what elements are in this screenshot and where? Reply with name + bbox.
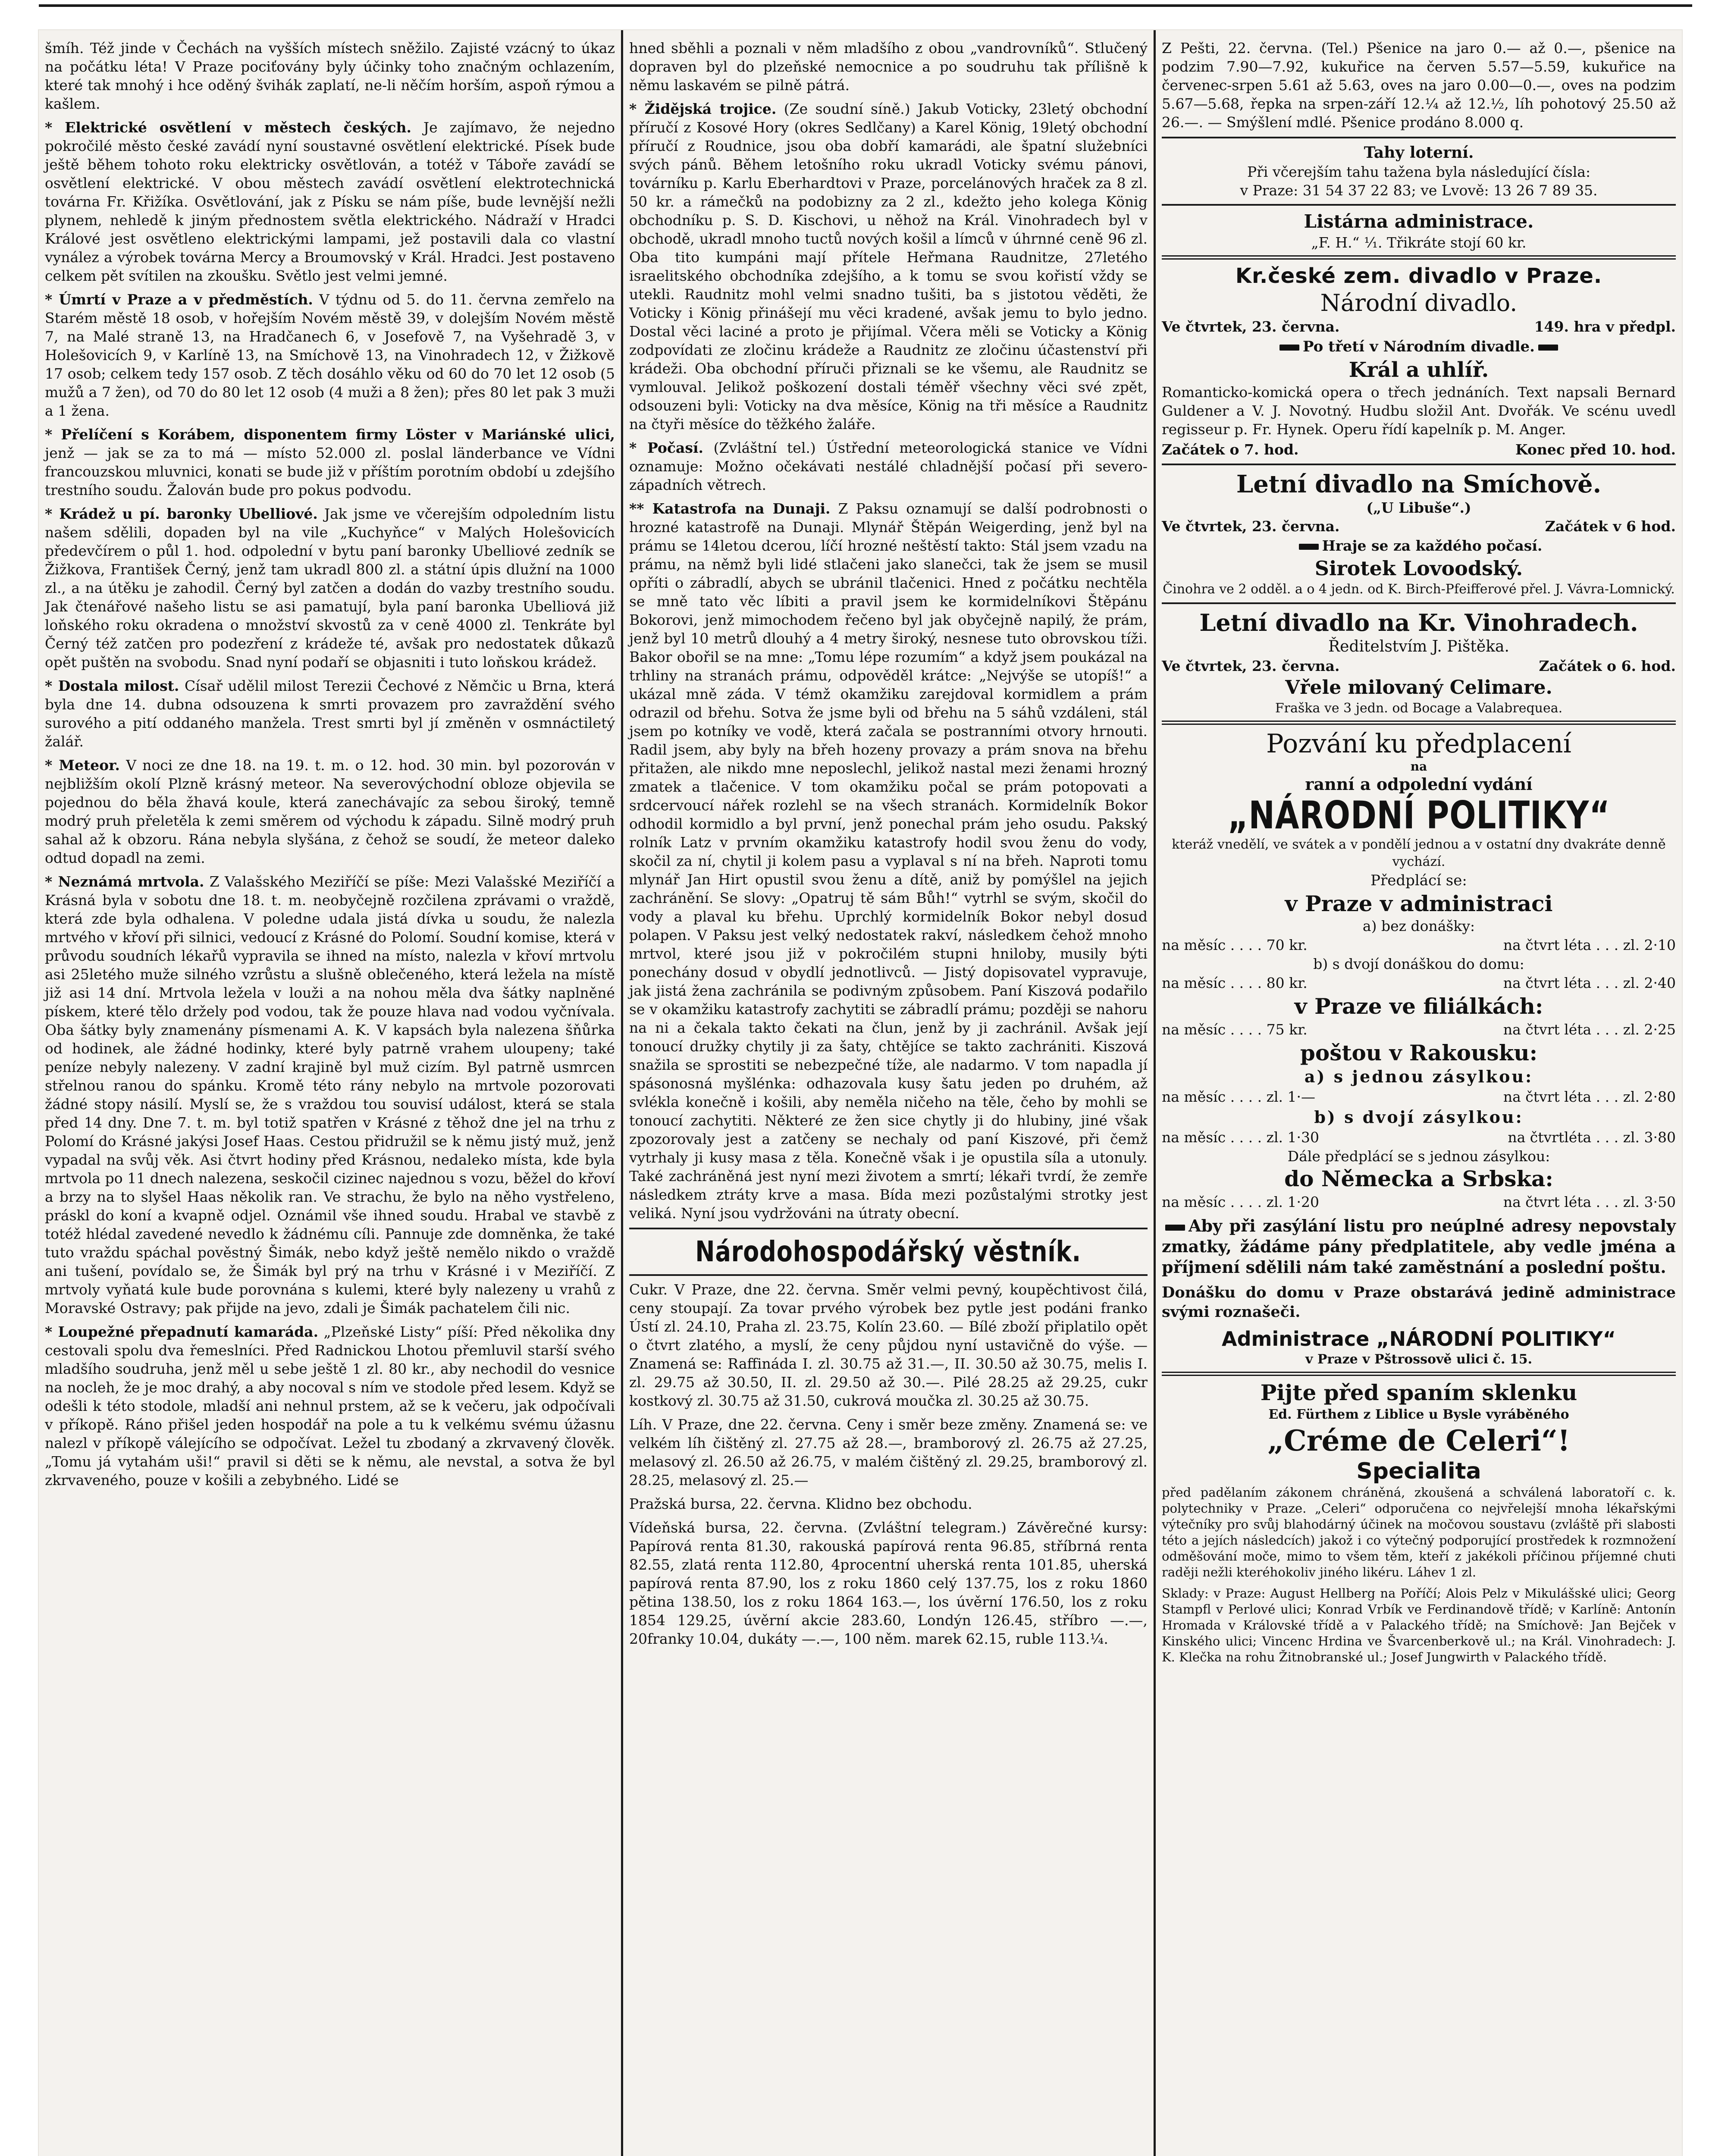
lottery-intro: Při včerejším tahu tažena byla následující čísla: bbox=[1247, 163, 1591, 180]
warning-text: Aby při zasýlání listu pro neúplné adresy nepovstaly zmatky, žádáme pány předplatitele, aby vedle jména a příjmení sdělili nám také zaměstnání a poslední poštu. bbox=[1162, 1216, 1676, 1277]
vino-start: Začátek o 6. hod. bbox=[1539, 658, 1676, 674]
price-month: na měsíc . . . . 80 kr. bbox=[1162, 975, 1308, 991]
price-month: na měsíc . . . . 75 kr. bbox=[1162, 1021, 1308, 1038]
article-corpse bbox=[45, 872, 615, 1317]
abroad: do Německa a Srbska: bbox=[1284, 1166, 1553, 1191]
price-month: na měsíc . . . . zl. 1·— bbox=[1162, 1088, 1316, 1105]
post-austria: poštou v Rakousku: bbox=[1300, 1040, 1538, 1065]
nd-perf: 149. hra v předpl. bbox=[1534, 318, 1676, 335]
article-deaths bbox=[45, 290, 615, 420]
headline: * Meteor. bbox=[45, 757, 120, 774]
subscribe-na: na bbox=[1410, 759, 1427, 774]
article-body: Jak jsme ve včerejším odpoledním listu našem sdělili, dopaden byl na vile „Kuchyňce“ v Malých Holešovicích předevčírem o půl 1. hod. odpolední v bytu paní baronky Ubelliové zedník se Žižkova, František Černý, jenž tam ukradl 800 zl. a státní úpis dlužní na 1000 zl., a na útěku je zahodil. Černý byl zatčen a dodán do vazby trestního soudu. Jak čtenářové našeho listu se asi pamatují, byla paní baronka Ubelliová již loňského roku okradena o množství skvostů za v ceně 4000 zl. Tenkráte byl Černý též zatčen pro podezření z krádeže té, avšak pro nedostatek důkazů opět puštěn na svobodu. Snad nyní podaří se objasniti i tuto loňskou krádež. bbox=[45, 505, 615, 671]
article-body: Je zajímavo, že nejedno pokročilé město české zavádí nyní soustavné osvětlení elektrické. Písek bude ještě během tohoto roku elektricky osvětlován, a totéž v Táboře zavádí se osvětlení elektrické. V obou městech zavádí osvětlení elektrotechnická továrna Fr. Křižíka. Osvětlování, jak z Písku se nám píše, bude levnější nežli plynem, nehledě k jiným přednostem světla elektrického. Nádraží v Hradci Králové jest osvětleno elektrickými lampami, jež postavili dala co vlastní vynález a výrobek továrna Mercy a Broumovský v Král. Hradci. Jest postaveno celkem pět svítilen na zkoušku. Světlo jest velmi jemné. bbox=[45, 119, 615, 284]
pointing-hand-icon bbox=[1538, 345, 1558, 351]
smichov-weather-row bbox=[1162, 536, 1676, 556]
nd-times bbox=[1162, 440, 1676, 459]
economy-title bbox=[629, 1234, 1148, 1270]
lottery-title: Tahy loterní. bbox=[1364, 144, 1474, 162]
nd-first-row bbox=[1162, 336, 1676, 357]
smichov-weather: Hraje se za každého počasí. bbox=[1322, 537, 1543, 554]
ad-head: Pijte před spaním sklenku bbox=[1260, 1380, 1577, 1405]
smichov-play: Sirotek Lovoodský. bbox=[1314, 557, 1523, 580]
article-body: V týdnu od 5. do 11. června zemřelo na Starém městě 18 osob, v hořejším Novém městě 39, v dolejším Novém městě 7, na Malé straně 13, na Hradčanech 6, v Josefově 7, na Vyšehradě 3, v Holešovicích 9, v Karlíně 13, na Smíchově 13, na Vinohradech 12, v Žižkově 17 osob; celkem tedy 157 osob. Z těch dosáhlo věku od 60 do 70 let 12 osob (5 mužů a 7 žen), od 70 do 80 let 12 osob (4 muži a 8 žen); přes 80 let pak 3 muži a 1 žena. bbox=[45, 291, 615, 419]
econ-vienna-bourse: Vídeňská bursa, 22. června. (Zvláštní telegram.) Závěrečné kursy: Papírová renta 81.30, rakouská papírová renta 96.85, stříbrná renta 82.55, zlatá renta 112.80, 4procentní uherská renta 101.85, uherská papírová renta 87.90, los z roku 1860 celý 137.75, los z roku 1860 pětina 138.50, los z roku 1864 163.—, los úvěrní 176.50, los z roku 1854 129.25, úvěrní akcie 283.60, Londýn 126.45, stříbro —.—, 20franky 10.04, dukáty —.—, 100 něm. marek 62.15, ruble 113.¼. bbox=[629, 1519, 1148, 1647]
nd-desc: Romanticko-komická opera o třech jednáních. Text napsali Bernard Guldener a V. J. Novotný. Hudbu složil Ant. Dvořák. Ve scénu uvedl regisseur p. Fr. Hynek. Operu řídí kapelník p. M. Anger. bbox=[1162, 384, 1676, 438]
nd-date: Ve čtvrtek, 23. června. bbox=[1162, 318, 1340, 335]
pointing-hand-icon bbox=[1165, 1225, 1185, 1231]
post-b: b) s dvojí zásylkou: bbox=[1314, 1107, 1524, 1127]
ad-text: před padělaním zákonem chráněná, zkoušená a schválená laboratoří c. k. polytechniky v Praze. „Celeri“ odporučena co nejvřelejší mnoha lékařskými výtečníky pro svůj blahodárný účinek na močovou soustavu (zvláště při slabosti této a jejích následcích) jakož i co výtečný podporující prostředek k rozmnožení odměšování moče, mimo to všem těm, kteří z jakékoli příčinou příjemné chuti raději nežli kteréhokoliv jiného likéru. Láhev 1 zl. bbox=[1162, 1485, 1676, 1579]
smichov-sub: („U Libuše“.) bbox=[1366, 499, 1471, 516]
pointing-hand-icon bbox=[1279, 345, 1299, 351]
article-body: Z Paksu oznamují se další podrobnosti o hrozné katastrofě na Dunaji. Mlynář Štěpán Weigerding, jenž byl na prámu se 14letou dcerou, líčí hrozné neštěstí takto: Stál jsem vzadu na prámu, na němž byli lidé stlačeni jako slanečci, tak že jsem se musil opříti o zábradlí, abych se ubránil tlačenici. Hned z počátku nechtěla se mně tato věc líbiti a pravil jsem ke kormidelníkovi Štěpánu Bokorovi, jenž mimochodem řečeno byl jak obyčejně napilý, že prám, jenž byl 10 metrů dlouhý a 4 metry široký, nesnese tuto obrovskou tíži. Bakor obořil se na mne: „Tomu lépe rozumím“ a když jsem poukázal na trhliny na stranách prámu, odpověděl krátce: „Nejvýše se utopíš!“ a ukázal mně záda. V témž okamžiku zarejdoval kormidlem a prám odrazil od břehu. Sotva že jsme byli od břehu na 5 sáhů vzdáleni, stál jsem po kotníky ve vodě, která začala se postranními otvory hrnouti. Radil jsem, aby byly na břeh hozeny provazy a prám snova na břehu přitažen, ale nikdo mne neposlechl, jelikož nastal mezi ženami hrozný zmatek a tlačenice. V tom okamžiku počal se prám potopovati a srdcervoucí nářek rozlehl se na všech stranách. Kormidelník Bokor odhodil kormidlo a byl první, jenž ponechal prám jeho osudu. Pakský rolník Latz v prvním okamžiku katastrofy hodil svou ženu do vody, skočil za ní, chytil ji kolem pasu a vyplaval s ní na břeh. Naproti tomu mlynář Jan Hirt opustil svou ženu a dítě, aniž by pomýšlel na jejich zachránění. Se slovy: „Opatruj tě sám Bůh!“ vytrhl se svým, skočil do vody a plaval ku břehu. Uprchlý kormidelník Bokor nebyl dosud polapen. V Paksu jest velký nedostatek rakví, následkem čehož mnoho mrtvol, které jsou již v pokročilém stupni hniloby, musily býti ponechány dosud v obydlí jednotlivců. — Jistý dopisovatel vypravuje, jak jistá žena zachránila se podivným způsobem. Paní Kiszová podařilo se v okamžiku katastrofy zachytiti se zábradlí prámu; později se nahoru na ni a čekala takto čekati na člun, jenž by ji zachránil. Avšak její tonoucí družky chytily ji za šaty, chtějíce se takto zachrániti. Kiszová snažila se sprostiti se nebezpečné tíže, ale nadarmo. V tom napadla jí spásonosná myšlénka: odhazovala kusy šatu jeden po druhém, až svlékla konečně i košili, aby neměla ničeho na těle, čeho by mohli se tonoucí zachytiti. Některé ze žen sice chytly ji do hlubiny, jiné však zpozorovaly jest a zatčeny se nechaly od paní Kiszové, při čemž vytrhaly ji kusy masa z těla. Konečně však i je opustila síla a utonuly. Také zachráněná jest nyní mezi životem a smrtí; lékaři tvrdí, že zemře následkem ztráty krve a masa. Bída mezi pozůstalými strotky jest veliká. Nyní jsou vydržováni na útraty obecní. bbox=[629, 500, 1148, 1222]
section-rule bbox=[1162, 204, 1676, 206]
masthead-narodni-politiky bbox=[1162, 795, 1676, 836]
ad-sklady: Sklady: v Praze: August Hellberg na Poříčí; Alois Pelz v Mikulášské ulici; Georg Stampfl v Perlové ulici; Konrad Vrbík ve Ferdinandově třídě; v Karlíně: Antonín Hromada v Královské třídě a v Palackého třídě; na Smíchově: Jan Bejček v Kinského ulici; Vincenc Hrdina ve Švarcenberkově ul.; na Král. Vinohradech: J. K. Klečka na rohu Žitnobranské ul.; Josef Jungwirth v Palackého třídě. bbox=[1162, 1586, 1676, 1664]
a-pick: a) bez donášky: bbox=[1362, 918, 1475, 934]
article-body: „Plzeňské Listy“ píší: Před několika dny cestovali spolu dva řemeslníci. Před Radnickou Lhotou přemluvil starší svého mladšího soudruha, jenž měl u sebe ještě 1 zl. 80 kr., aby nechodil do vesnice na nocleh, že je moc drahý, a aby nocoval s ním ve stodole před lesem. Když se odešli k této stodole, mladší ani nehnul prstem, až se k večeru, jak odpočívali v příkopě. Ráno přišel jeden hospodář na pole a tu k velkému svému úžasnu nalezl v příkopě válejícího se odpočívat. Ležel tu zbodaný a zkrvavený člověk. „Tomu já vytahám uši!“ pravil si děti se k němu, ale nevstal, a sotva že byl zkrvaveného, pouze v košili a zebybného. Lidé se bbox=[45, 1323, 615, 1489]
smichov-date-row bbox=[1162, 517, 1676, 536]
price-row bbox=[1162, 1128, 1676, 1147]
headline-tag: (Ze soudní síně.) bbox=[784, 100, 910, 117]
article-body: Jakub Voticky, 23letý obchodní příručí z Kosové Hory (okres Sedlčany) a Karel König, 19letý obchodní příručí z Roudnice, jsou oba dobří kamarádi, ale špatní služebníci svých pánů. Během letošního roku ukradl Voticky svému pánovi, továrníku p. Karlu Eberhardtovi v Praze, porcelánových hraček za 8 zl. 50 kr. a rámečků na podobizny za 2 zl., kdežto jeho kolega König obchodníku p. S. D. Kischovi, u něhož na Král. Vinohradech byl v obchodě, ukradl mnoho tuctů nových košil a límců v úhrnné ceně 96 zl. Oba tito kumpáni mají přítele Heřmana Raudnitze, 27letého israelitského obchodníka zdejšího, a k tomu se svou kořistí vždy se utekli. Raudnitz mohl velmi snadno tušiti, ba s jistotou věděti, že Voticky i König přinášejí mu věci kradené, avšak jemu to bylo jedno. Dostal věci laciné a proto je přijímal. Včera měli se Voticky a König zodpovídati ze zločinu krádeže a Raudnitz ze zločinu účastenství při krádeži. Oba obchodní příruči přiznali se ke všemu, ale Raudnitz se vymlouval. Jelikož poškození dostali téměř všechny věci své zpět, odsouzeni byli: Voticky na dva měsíce, König na tři měsíce a Raudnitz na čtyři měsíce do těžkého žaláře. bbox=[629, 100, 1148, 432]
vino-dir: Ředitelstvím J. Pištěka. bbox=[1328, 638, 1509, 655]
headline: ** Katastrofa na Dunaji. bbox=[629, 500, 831, 517]
admin-signature: Administrace „NÁRODNÍ POLITIKY“ bbox=[1222, 1327, 1616, 1351]
nd-start: Začátek o 7. hod. bbox=[1162, 441, 1299, 458]
vino-play: Vřele milovaný Celimare. bbox=[1285, 677, 1552, 699]
vino-date-row bbox=[1162, 657, 1676, 676]
nd-play: Král a uhlíř. bbox=[1348, 358, 1489, 382]
section-rule bbox=[1162, 721, 1676, 725]
econ-sugar: Cukr. V Praze, dne 22. června. Směr velmi pevný, koupěchtivost čilá, ceny stoupají. Za tovar prvého výrobek bez pytle jest podáni franko Ústí zl. 24.10, Praha zl. 23.75, Kolín 23.60. — Bílé zboží připlatilo opět o čtvrt zlatého, a myslí, že ceny půjdou nyní ustavičně do výše. — Znamená se: Raffináda I. zl. 30.75 až 31.—, II. 30.50 až 30.75, melis I. zl. 29.75 až 30.50, II. zl. 29.50 až 30.—. Pilé 28.25 až 29.25, cukr kostkový zl. 30.75 až 31.50, cukrová moučka zl. 30.25 až 30.75. bbox=[629, 1281, 1148, 1409]
price-quarter: na čtvrtléta . . . zl. 3·80 bbox=[1508, 1129, 1676, 1146]
price-row bbox=[1162, 1192, 1676, 1212]
article-snow: šmíh. Též jinde v Čechách na vyšších místech sněžilo. Zajisté vzácný to úkaz na počátku léta! V Praze pociťovány byly účinky toho značným ochlazením, které tak mnohý i hce oděný švihák zaplatí, ne-li něčím horším, aspoň rýmou a kašlem. bbox=[45, 40, 615, 112]
headline: * Úmrtí v Praze a v předměstích. bbox=[45, 291, 313, 308]
price-month: na měsíc . . . . zl. 1·30 bbox=[1162, 1129, 1320, 1146]
abroad-note: Dále předplácí se s jednou zásylkou: bbox=[1287, 1148, 1550, 1165]
price-quarter: na čtvrt léta . . . zl. 2·40 bbox=[1503, 975, 1676, 991]
b-pick: b) s dvojí donáškou do domu: bbox=[1313, 956, 1524, 972]
price-quarter: na čtvrt léta . . . zl. 2·25 bbox=[1503, 1021, 1676, 1038]
article-body: Císař udělil milost Terezii Čechové z Němčic u Brna, která byla dne 14. dubna odsouzena k smrti provazem pro zavraždění svého surového a pití oddaného manžela. Trest smrti byl jí změněn v osmnáctiletý žalář. bbox=[45, 677, 615, 750]
post-a: a) s jednou zásylkou: bbox=[1304, 1067, 1533, 1086]
price-row bbox=[1162, 1087, 1676, 1107]
ad-spec: Specialita bbox=[1356, 1458, 1481, 1484]
price-row bbox=[1162, 935, 1676, 955]
top-rule bbox=[39, 4, 1692, 7]
warning bbox=[1162, 1216, 1676, 1278]
smichov-title: Letní divadlo na Smíchově. bbox=[1236, 470, 1602, 498]
article-weather bbox=[629, 439, 1148, 494]
subscribe-desc: kteráž vnedělí, ve svátek a v pondělí jednou a v ostatní dny dvakráte denně vychází. bbox=[1172, 837, 1666, 869]
vino-date: Ve čtvrtek, 23. června. bbox=[1162, 658, 1340, 674]
article-trio bbox=[629, 100, 1148, 433]
smichov-date: Ve čtvrtek, 23. června. bbox=[1162, 518, 1340, 535]
econ-prague-bourse: Pražská bursa, 22. června. Klidno bez obchodu. bbox=[629, 1495, 972, 1512]
newspaper-page bbox=[39, 30, 1682, 2156]
article-body: V noci ze dne 18. na 19. t. m. o 12. hod. 30 min. byl pozorován v nejbližším okolí Plzně krásný meteor. Na severovýchodní obloze objevila se pojednou do běla žhavá koule, která zanechávajíc za sebou široký, temně modrý pruh přeletěla k zemi směrem od východu k západu. Silně modrý pruh sahal až k obzoru. Rána nebyla slyšána, z čehož se soudí, že meteor daleko odtud dopadl na zemi. bbox=[45, 757, 615, 866]
article-robbery bbox=[45, 1322, 615, 1489]
nd-end: Konec před 10. hod. bbox=[1515, 441, 1676, 458]
theatre-title: Kr.české zem. divadlo v Praze. bbox=[1235, 264, 1602, 288]
article-body: (Zvláštní tel.) Ústřední meteorologická stanice ve Vídni oznamuje: Možno očekávati nestálé chladnější počasí při severo-západních větrech. bbox=[629, 439, 1148, 493]
headline: * Loupežné přepadnutí kamaráda. bbox=[45, 1323, 319, 1340]
price-row bbox=[1162, 973, 1676, 993]
subscribe-edition: ranní a odpolední vydání bbox=[1305, 774, 1533, 794]
section-rule bbox=[1162, 255, 1676, 260]
section-rule bbox=[629, 1228, 1148, 1229]
headline: * Krádež u pí. baronky Ubelliové. bbox=[45, 505, 318, 522]
economy-title-text: Národohospodářský věstník. bbox=[695, 1235, 1082, 1268]
subscribe-prep: Předplácí se: bbox=[1370, 872, 1467, 889]
smichov-start: Začátek v 6 hod. bbox=[1545, 518, 1676, 535]
article-meteor bbox=[45, 756, 615, 867]
headline: * Dostala milost. bbox=[45, 677, 179, 694]
pest-market: Z Pešti, 22. června. (Tel.) Pšenice na jaro 0.— až 0.—, pšenice na podzim 7.90—7.92, kukuřice na červen 5.57—5.59, kukuřice na červenec-srpen 5.61 až 5.63, oves na jaro 0.00—0.—, oves na podzim 5.67—5.68, řepka na srpen-září 12.¼ až 12.½, líh pohotový 25.50 až 26.—. — Smýšlení mdlé. Pšenice prodáno 8.000 q. bbox=[1162, 40, 1676, 131]
listarna-text: „F. H.“ ⅟₁. Třikráte stojí 60 kr. bbox=[1311, 234, 1527, 251]
price-quarter: na čtvrt léta . . . zl. 3·50 bbox=[1503, 1194, 1676, 1210]
admin-address: v Praze v Pštrossově ulici č. 15. bbox=[1305, 1352, 1533, 1367]
column-1 bbox=[39, 39, 621, 1495]
headline: * Židějská trojice. bbox=[629, 100, 777, 117]
vino-title: Letní divadlo na Kr. Vinohradech. bbox=[1199, 609, 1638, 636]
article-continued: hned sběhli a poznali v něm mladšího z obou „vandrovníků“. Stlučený dopraven byl do plzeňské nemocnice a po soudruhu tak přílišně k němu laskavém se pilně pátrá. bbox=[629, 40, 1148, 94]
smichov-desc: Činohra ve 2 odděl. a o 4 jedn. od K. Birch-Pfeifferové přel. J. Vávra-Lomnický. bbox=[1163, 582, 1675, 597]
nd-first: Po třetí v Národním divadle. bbox=[1302, 338, 1535, 355]
nd-date-row bbox=[1162, 317, 1676, 336]
lottery-numbers: v Praze: 31 54 37 22 83; ve Lvově: 13 26 7 89 35. bbox=[1240, 182, 1598, 199]
ad-product: „Créme de Celeri“! bbox=[1267, 1424, 1570, 1457]
article-korab bbox=[45, 425, 615, 499]
praha-admin: v Praze v administraci bbox=[1285, 891, 1553, 916]
filial: v Praze ve filiálkách: bbox=[1294, 993, 1543, 1019]
headline: * Elektrické osvětlení v městech českých. bbox=[45, 119, 411, 136]
headline: * Přelíčení s Korábem, disponentem firmy Löster v Mariánské ulici, bbox=[45, 426, 615, 443]
econ-spirit: Líh. V Praze, dne 22. června. Ceny i směr beze změny. Znamená se: ve velkém líh čištěný zl. 27.75 až 28.—, bramborový zl. 26.75 až 27.25, melasový zl. 26.50 až 26.75, v malém čištěný zl. 29.25, bramborový zl. 28.25, melasový zl. 25.— bbox=[629, 1416, 1148, 1489]
price-month: na měsíc . . . . 70 kr. bbox=[1162, 937, 1308, 953]
article-body: jenž — jak se za to má — místo 52.000 zl. poslal länderbance ve Vídni francouzskou mluvnici, konati se bude již v příštím porotním období u zdejšího trestního soudu. Žalován bude pro pokus podvodu. bbox=[45, 445, 615, 498]
price-quarter: na čtvrt léta . . . zl. 2·10 bbox=[1503, 937, 1676, 953]
pointing-hand-icon bbox=[1299, 544, 1319, 550]
headline: * Neznámá mrtvola. bbox=[45, 873, 204, 890]
headline: * Počasí. bbox=[629, 439, 703, 456]
section-rule bbox=[1162, 1372, 1676, 1376]
article-danube bbox=[629, 499, 1148, 1222]
price-row bbox=[1162, 1020, 1676, 1040]
section-rule bbox=[1162, 464, 1676, 465]
price-quarter: na čtvrt léta . . . zl. 2·80 bbox=[1503, 1088, 1676, 1105]
column-3 bbox=[1156, 39, 1682, 1670]
delivery: Donášku do domu v Praze obstarává jedině administrace svými roznašeči. bbox=[1162, 1284, 1676, 1321]
ad-from: Ed. Fürthem z Liblice u Bysle vyráběného bbox=[1268, 1407, 1569, 1422]
article-electric bbox=[45, 118, 615, 285]
section-rule bbox=[1162, 602, 1676, 604]
listarna-title: Listárna administrace. bbox=[1304, 211, 1534, 232]
subscribe-title: Pozvání ku předplacení bbox=[1266, 729, 1571, 759]
article-body: Z Valašského Meziříčí se píše: Mezi Valašské Meziříčí a Krásná byla v sobotu dne 18. t. m. neobyčejně rozčilena zprávami o vraždě, která zde byla odhalena. V poledne udala jistá dívka u soudu, že nalezla mrtvého v křoví při silnici, vedoucí z Krásné do Polomí. Soudní komise, která v průvodu soudních lékařů vypravila se ihned na místo, nalezla v křoví mrtvolu asi 25letého muže silného vzrůstu a slušně oblečeného, která ležela na místě již asi 14 dní. Mrtvola ležela v louži a na nohou měla dva šátky naplněné pískem, které tělo držely pod vodou, tak že pouze hlava nad vodou vyčnívala. Oba šátky byly znamenány písmenami A. K. V kapsách byla nalezena šňůrka od hodinek, ale žádné hodinky, které byly patrně vrahem uloupeny; také peníze nebyly nalezeny. V zadní krajině byl muž cizím. Byl patrně usmrcen střelnou ranou do spánku. Kromě této rány nebylo na mrtvole pozorovati žádné stopy násilí. Myslí se, že s vraždou tou souvisí událost, která se stala před 14 dny. Dne 7. t. m. byl totiž spatřen v Krásné z těhož dne jel na trhu z Polomí do Krásné jakýsi Josef Haas. Cestou přidružil se k němu jistý muž, jenž vypadal na svůj věk. Asi čtvrt hodiny před Krásnou, nedaleko místa, kde byla mrtvola po 11 dnech nalezena, seskočil cizinec najednou s vozu, běžel do křoví a brzy na to slyšel Haas několik ran. Ve strachu, že bylo na něho vystřeleno, práskl do koní a kvapně odjel. Oznámil vše ihned soudu. Hrabal ve stavbě z totéž hlédal zavedené nevedlo k žádnému cíli. Pannuje zde domněnka, že také tuto vraždu spáchal pověstný Šimák, nebo když ještě nemělo nikdo o vraždě ani tušení, povídalo se, že Šimák byl prý na trhu v Krásné i v Meziříčí. Z mrtvoly vyňatá kule bude porovnána s kulemi, které byly nalezeny u vrahů z Moravské Ostravy; pak přijde na jevo, zdali je Šimák pachatelem čili nic. bbox=[45, 873, 615, 1316]
section-rule bbox=[1162, 137, 1676, 138]
masthead-text: „NÁRODNÍ POLITIKY“ bbox=[1227, 793, 1610, 837]
national-theatre: Národní divadlo. bbox=[1320, 289, 1518, 317]
vino-desc: Fraška ve 3 jedn. od Bocage a Valabrequea. bbox=[1275, 701, 1563, 716]
article-pardon bbox=[45, 677, 615, 751]
article-theft-baroness bbox=[45, 505, 615, 671]
column-2 bbox=[623, 39, 1154, 1653]
price-month: na měsíc . . . . zl. 1·20 bbox=[1162, 1194, 1320, 1210]
section-rule bbox=[629, 1274, 1148, 1276]
